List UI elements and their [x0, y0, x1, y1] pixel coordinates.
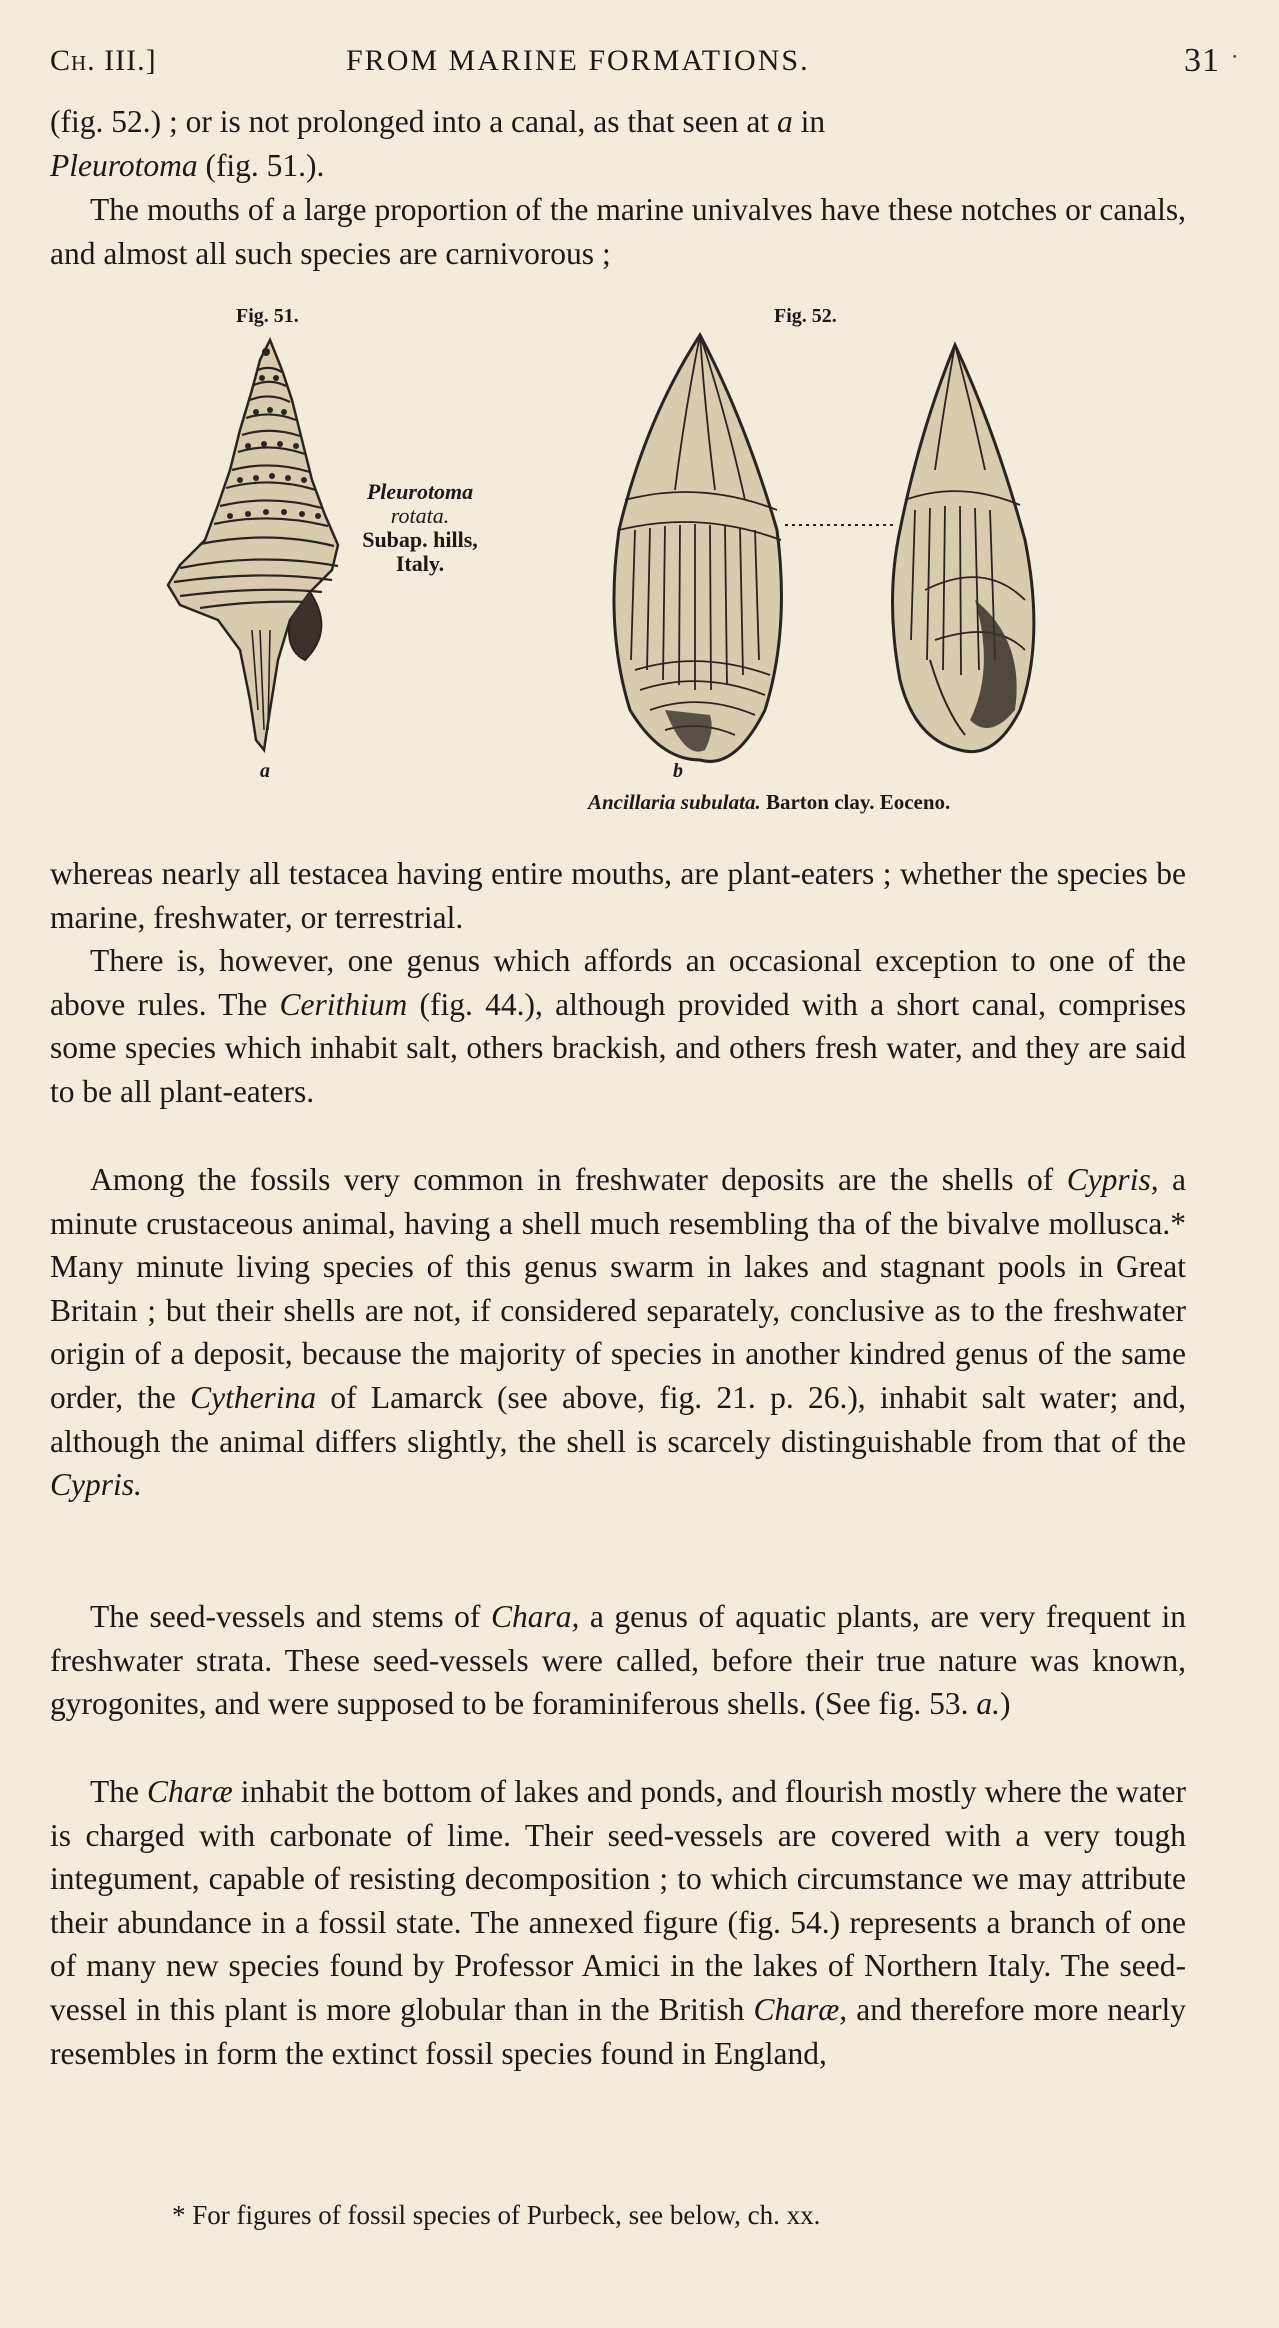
- running-head: [50, 44, 1240, 84]
- text-run: a genus of aquatic plants, are very frequent in freshwater strata. These seed-vessels were called, before their true nature was known, gyrogonites, and were supposed to be foraminiferous shells. (See fig. 53.: [50, 1599, 1186, 1722]
- caption-species: Pleurotoma: [366, 479, 474, 504]
- text-run-italic: a.: [976, 1686, 1001, 1722]
- text-run: and therefore more nearly resembles in form the extinct fossil species found in England,: [50, 1991, 1187, 2071]
- paragraph-cerithium: [50, 939, 1186, 1113]
- text-run: The seed-vessels and stems of: [90, 1599, 491, 1634]
- page-number: 31: [1184, 42, 1220, 79]
- text-run: Among the fossils very common in freshwater deposits are the shells of: [90, 1162, 1067, 1197]
- text-run: of Lamarck (see above, fig. 21. p. 26.), inhabit salt water; and, although the animal differs slightly, the shell is scarcely distinguishable from that of the: [50, 1379, 1186, 1459]
- text-run-italic: Charæ,: [753, 1991, 848, 2027]
- text-run: There is, however, one genus which affords an occasional exception to one of the above rules. The: [50, 943, 1186, 1022]
- text-run-italic: Cerithium: [279, 986, 408, 1022]
- text-run: a minute crustaceous animal, having a shell much resembling tha of the bivalve mollusca.* Many minute living species of this genus swarm in lakes and stagnant pools in Great Britain ; but their shells are not, if considered separately, conclusive as to the freshwater origin of a deposit, because the majority of species in another kindred genus of the same order, the: [50, 1162, 1187, 1415]
- paragraph-mouths: The mouths of a large proportion of the marine univalves have these notches or canals, and almost all such species are carnivorous ;: [50, 192, 1186, 271]
- chapter-label: Ch. III.]: [50, 44, 157, 77]
- ancillaria-shell-back: [875, 340, 1055, 760]
- paragraph-plant-eaters: whereas nearly all testacea having entire mouths, are plant-eaters ; whether the species be marine, freshwater, or terrestrial.: [50, 856, 1186, 935]
- pleurotoma-shell-illustration: [160, 330, 360, 760]
- caption-locality: Barton clay. Eoceno.: [760, 790, 951, 814]
- text-run-italic: Cytherina: [190, 1379, 317, 1415]
- text-run: (fig. 44.), although provided with a short canal, comprises some species which inhabit salt, others brackish, and others fresh water, and they are said to be all plant-eaters.: [50, 986, 1186, 1109]
- text-run-italic: a: [776, 104, 793, 139]
- paragraph-chara: [50, 1595, 1186, 1726]
- text-run: The: [90, 1774, 147, 1809]
- figure-plate: [0, 290, 1279, 830]
- paragraph-charae: [50, 1770, 1186, 2075]
- caption-locality: Subap. hills,: [362, 527, 478, 552]
- text-run-italic: Cypris.: [50, 1467, 142, 1503]
- fig51-caption: [340, 480, 500, 576]
- text-run-italic: Pleurotoma: [50, 147, 198, 183]
- caption-species-epithet: rotata.: [390, 503, 450, 528]
- text-run: in: [792, 104, 826, 139]
- text-run: (fig. 51.).: [197, 147, 325, 183]
- caption-species: Ancillaria subulata.: [588, 790, 761, 814]
- text-run-italic: Chara,: [490, 1599, 580, 1634]
- fig52-caption: [588, 790, 950, 815]
- text-run: (fig. 52.) ; or is not prolonged into a canal, as that seen at: [50, 104, 777, 139]
- ancillaria-shell-front: [605, 330, 795, 770]
- page-mark: ·: [1230, 42, 1240, 71]
- fig51-letter-a: a: [260, 760, 270, 782]
- text-run-italic: Cypris,: [1066, 1162, 1159, 1197]
- fig52-label: Fig. 52.: [774, 305, 837, 327]
- caption-country: Italy.: [395, 551, 445, 576]
- footnote: * For figures of fossil species of Purbeck, see below, ch. xx.: [172, 2200, 821, 2230]
- text-run: ): [1000, 1686, 1011, 1722]
- fig51-label: Fig. 51.: [236, 305, 299, 327]
- fig52-letter-b: b: [673, 760, 683, 782]
- text-run-italic: Charæ: [146, 1774, 233, 1809]
- text-run: inhabit the bottom of lakes and ponds, and flourish mostly where the water is charged with carbonate of lime. Their seed-vessels are covered with a very tough integument, capable of resisting decomposition ; to which circumstance we may attribute their abundance in a fossil state. The annexed figure (fig. 54.) represents a branch of one of many new species found by Professor Amici in the lakes of Northern Italy. The seed-vessel in this plant is more globular than in the British: [50, 1774, 1186, 2027]
- paragraph-cypris: [50, 1158, 1186, 1507]
- paragraph-intro: [50, 100, 1186, 187]
- running-title: FROM MARINE FORMATIONS.: [346, 44, 810, 77]
